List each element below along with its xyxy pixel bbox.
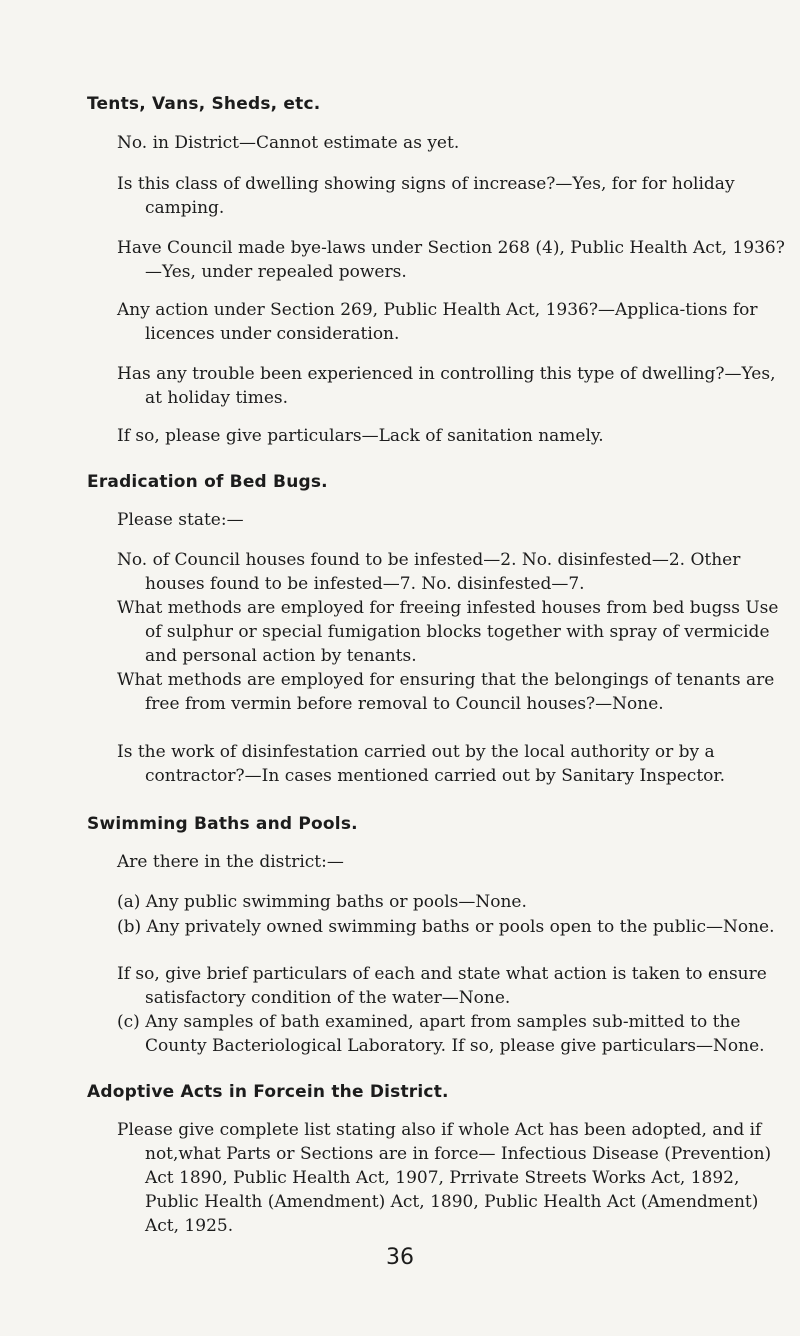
paragraph: (b) Any privately owned swimming baths or pools open to the public—None. <box>117 917 775 937</box>
section-heading-swimming: Swimming Baths and Pools. <box>87 814 358 834</box>
section-heading-tents: Tents, Vans, Sheds, etc. <box>87 94 321 114</box>
paragraph: Have Council made bye-laws under Section 268 (4), Public Health Act, 1936?—Yes, under repealed powers. <box>117 238 785 282</box>
paragraph: Any action under Section 269, Public Health Act, 1936?—Applica-tions for licences under consideration. <box>117 300 758 344</box>
paragraph: Please give complete list stating also if whole Act has been adopted, and if not,what Parts or Sections are in force— Infectious Disease (Prevention) Act 1890, Public Health Act, 1907, Prrivate Streets Works Act, 1892, Public Health (Amendment) Act, 1890, Public Health Act (Amendment) Act, 1925. <box>117 1120 772 1236</box>
paragraph: If so, give brief particulars of each and state what action is taken to ensure satisfactory condition of the water—None. <box>117 964 767 1008</box>
page-number: 36 <box>386 1245 414 1270</box>
paragraph: (c) Any samples of bath examined, apart from samples sub-mitted to the County Bacteriological Laboratory. If so, please give particulars—None. <box>117 1012 765 1056</box>
paragraph: No. of Council houses found to be infested—2. No. disinfested—2. Other houses found to be infested—7. No. disinfested—7. <box>117 550 741 594</box>
section-heading-adoptive-acts: Adoptive Acts in Forcein the District. <box>87 1082 449 1102</box>
paragraph: Has any trouble been experienced in controlling this type of dwelling?—Yes, at holiday times. <box>117 364 776 408</box>
paragraph: What methods are employed for ensuring that the belongings of tenants are free from vermin before removal to Council houses?—None. <box>117 670 775 714</box>
paragraph: Is this class of dwelling showing signs of increase?—Yes, for for holiday camping. <box>117 174 735 218</box>
paragraph: Is the work of disinfestation carried out by the local authority or by a contractor?—In cases mentioned carried out by Sanitary Inspector. <box>117 742 726 786</box>
section-intro: Please state:— <box>117 510 244 530</box>
paragraph: No. in District—Cannot estimate as yet. <box>117 133 460 153</box>
paragraph: What methods are employed for freeing infested houses from bed bugss Use of sulphur or special fumigation blocks together with spray of vermicide and personal action by tenants. <box>117 598 779 666</box>
section-intro: Are there in the district:— <box>117 852 344 872</box>
paragraph: If so, please give particulars—Lack of sanitation namely. <box>117 426 604 446</box>
paragraph: (a) Any public swimming baths or pools—None. <box>117 892 527 912</box>
section-heading-bed-bugs: Eradication of Bed Bugs. <box>87 472 328 492</box>
